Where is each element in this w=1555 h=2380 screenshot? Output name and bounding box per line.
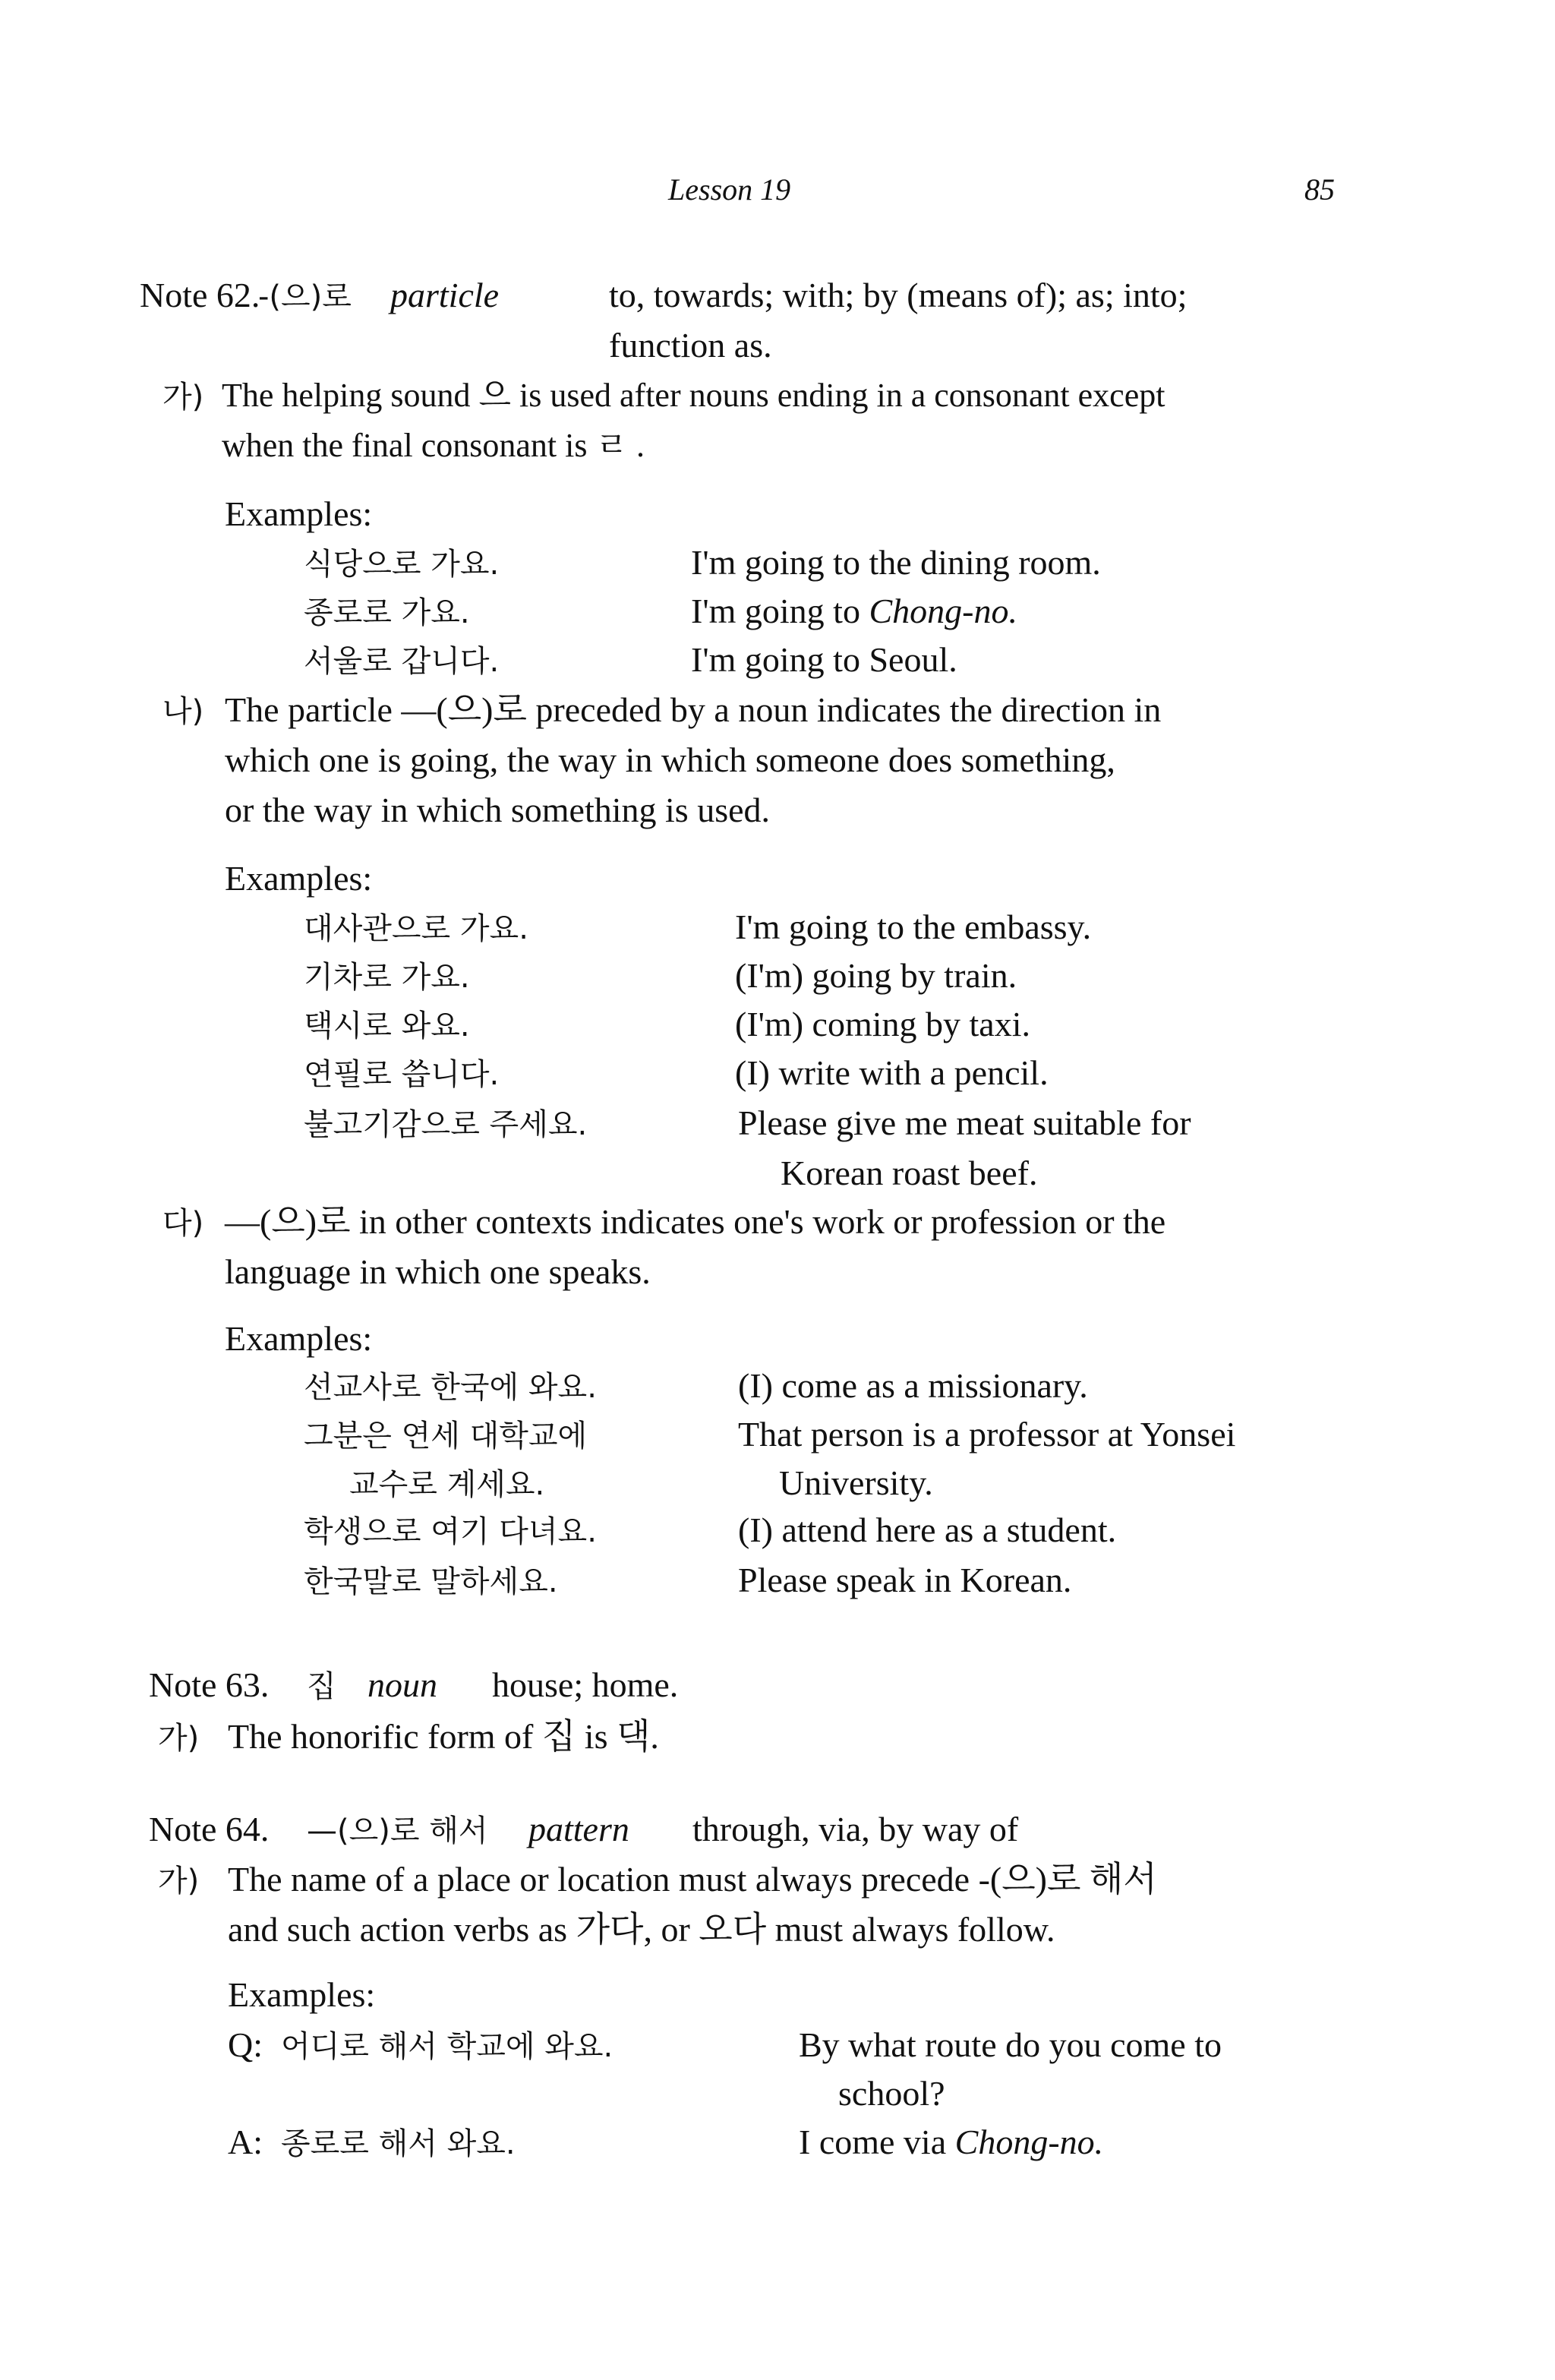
example-english: (I) come as a missionary. [738, 1366, 1088, 1405]
example-korean: 식당으로 가요. [304, 547, 500, 582]
example-a-label: A: [228, 2123, 263, 2161]
example-korean: 기차로 가요. [304, 960, 470, 995]
note-64-label: Note 64. [149, 1810, 270, 1848]
note-63-term: 집 [307, 1669, 336, 1704]
example-english: Please speak in Korean. [738, 1561, 1072, 1599]
example-english: (I'm) going by train. [735, 956, 1017, 995]
note-64-a-line-2: and such action verbs as 가다, or 오다 must always follow. [228, 1910, 1055, 1949]
note-62-pos: particle [390, 276, 500, 314]
example-english: (I) write with a pencil. [735, 1053, 1049, 1092]
note-62-a-line-1: The helping sound 으 is used after nouns ending in a consonant except [222, 377, 1165, 414]
example-korean: 한국말로 말하세요. [304, 1564, 558, 1599]
note-62-a-marker: 가) [162, 380, 204, 415]
example-korean-continuation: 교수로 계세요. [349, 1467, 545, 1502]
note-64-a-line-1: The name of a place or location must always precede -(으)로 해서 [228, 1860, 1157, 1899]
example-korean: 종로로 해서 와요. [281, 2126, 516, 2161]
note-64-a-examples-label: Examples: [228, 1975, 376, 2014]
note-62-a-examples-label: Examples: [225, 494, 373, 533]
note-62-gloss-line-1: to, towards; with; by (means of); as; into; [609, 276, 1188, 314]
note-62-c-examples-label: Examples: [225, 1319, 373, 1358]
page-number: 85 [1304, 172, 1335, 207]
note-62-b-line-2: which one is going, the way in which someone does something, [225, 740, 1115, 779]
note-62-b-line-3: or the way in which something is used. [225, 791, 771, 829]
note-62-c-marker: 다) [162, 1206, 204, 1241]
example-english: (I) attend here as a student. [738, 1510, 1117, 1549]
note-63-a-line-1: The honorific form of 집 is 댁. [228, 1717, 659, 1756]
note-62-gloss-line-2: function as. [609, 326, 772, 365]
example-korean: 택시로 와요. [304, 1009, 470, 1043]
example-english: I'm going to the embassy. [735, 907, 1092, 946]
example-english: (I'm) coming by taxi. [735, 1005, 1030, 1043]
example-korean: 선교사로 한국에 와요. [304, 1370, 597, 1405]
example-english: Please give me meat suitable for [738, 1103, 1191, 1142]
note-62-b-examples-label: Examples: [225, 859, 373, 898]
example-korean: 종로로 가요. [304, 595, 470, 630]
example-english-continuation: school? [838, 2074, 945, 2113]
example-english: That person is a professor at Yonsei [738, 1415, 1236, 1454]
note-64-term: —(으)로 해서 [307, 1813, 488, 1848]
example-korean: 연필로 씁니다. [304, 1057, 500, 1092]
example-english: I'm going to Chong-no. [691, 592, 1017, 630]
example-korean: 학생으로 여기 다녀요. [304, 1514, 597, 1549]
example-english: I'm going to Seoul. [691, 640, 957, 679]
note-64-a-marker: 가) [158, 1864, 200, 1899]
note-62-c-line-1: —(으)로 in other contexts indicates one's work or profession or the [225, 1202, 1166, 1241]
example-korean: 서울로 갑니다. [304, 644, 500, 679]
note-62-label: Note 62. [140, 276, 260, 314]
note-63-label: Note 63. [149, 1665, 270, 1704]
note-62-a-line-2: when the final consonant is ㄹ . [222, 427, 645, 464]
note-63-a-marker: 가) [158, 1721, 200, 1756]
note-62-term: -(으)로 [258, 279, 352, 314]
example-korean: 대사관으로 가요. [304, 911, 528, 946]
note-62-b-marker: 나) [162, 694, 204, 729]
note-63-pos: noun [367, 1665, 437, 1704]
note-63-gloss: house; home. [492, 1665, 679, 1704]
running-header-title: Lesson 19 [668, 172, 791, 207]
note-62-b-line-1: The particle —(으)로 preceded by a noun indicates the direction in [225, 690, 1162, 729]
note-62-c-line-2: language in which one speaks. [225, 1252, 651, 1291]
note-64-pos: pattern [528, 1810, 629, 1848]
example-korean: 어디로 해서 학교에 와요. [281, 2029, 613, 2064]
example-english: I come via Chong-no. [799, 2123, 1104, 2161]
example-english-continuation: University. [779, 1463, 933, 1502]
example-korean: 그분은 연세 대학교에 [304, 1419, 588, 1454]
example-english: By what route do you come to [799, 2025, 1222, 2064]
note-64-gloss: through, via, by way of [692, 1810, 1019, 1848]
example-q-label: Q: [228, 2025, 263, 2064]
example-korean: 불고기감으로 주세요. [304, 1107, 588, 1142]
example-english: I'm going to the dining room. [691, 543, 1101, 582]
example-english-continuation: Korean roast beef. [781, 1154, 1038, 1192]
